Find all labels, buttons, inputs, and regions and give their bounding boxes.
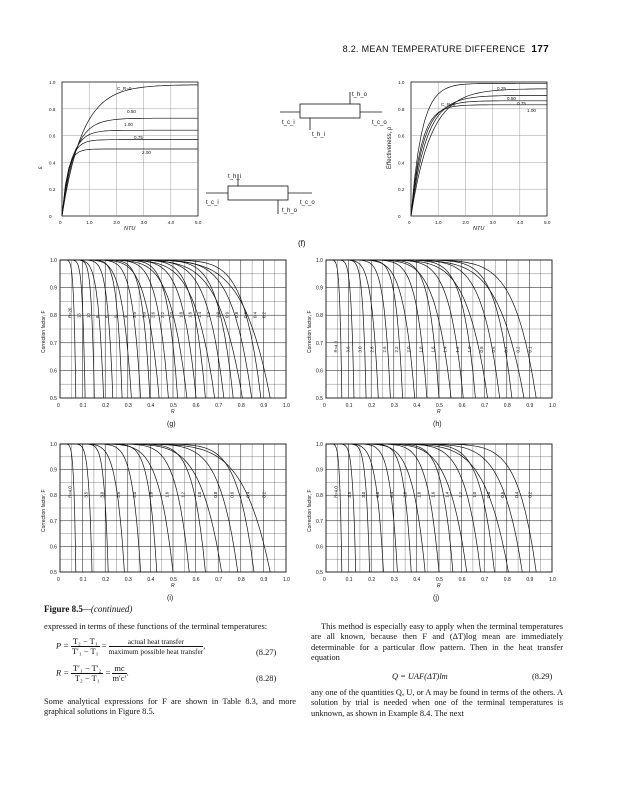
curve-label: 3.5	[132, 312, 138, 318]
y-axis-label: Correction factor, F	[307, 489, 313, 532]
y-tick-label: 0.8	[316, 313, 323, 320]
curve-label: 1.6	[187, 312, 193, 318]
x-tick-label: 0.2	[368, 403, 376, 409]
schematic-label: t_c_i	[282, 120, 295, 126]
right-para-1: This method is especially easy to apply when the terminal temperatures are all known, because then F and (ΔT)log mean are immediately determinable for a particular flow pattern. Then in the heat transfer equation	[311, 622, 563, 663]
chart-label: (h)	[433, 421, 442, 428]
curve-label: 1.0	[215, 312, 221, 318]
x-tick-label: 0.1	[345, 403, 353, 409]
eq28-number: (8.28)	[256, 674, 277, 683]
eq27-d1: T′₁ − T₁	[71, 647, 99, 656]
x-tick-label: 5.0	[195, 220, 202, 225]
eq29-number: (8.29)	[532, 672, 553, 681]
y-tick-label: 0.7	[50, 518, 57, 525]
effectiveness-curve	[411, 95, 547, 216]
effectiveness-curve	[411, 101, 547, 216]
x-tick-label: 2.0	[462, 220, 469, 225]
y-tick-label: 1.0	[50, 442, 57, 448]
curve-label: R=20	[67, 307, 73, 318]
curve-label: 0.4	[252, 312, 258, 318]
curve-label: 0.8	[486, 491, 491, 498]
schematic-label: t_h_o	[352, 92, 368, 98]
curve-label: 1.4	[442, 346, 448, 353]
x-tick-label: 1.0	[283, 403, 290, 409]
effectiveness-curve	[62, 140, 198, 216]
eq28-tail: .	[126, 668, 129, 678]
y-tick-label: 0.6	[50, 544, 57, 551]
curve-label: 0.8	[233, 312, 239, 318]
x-tick-label: 0.3	[390, 403, 398, 409]
x-tick-label: 1.0	[86, 220, 93, 225]
y-tick-label: 0.7	[50, 340, 57, 347]
curve-label: 2.6	[381, 346, 387, 353]
x-tick-label: 4.0	[167, 220, 175, 225]
x-tick-label: 0.8	[503, 577, 511, 583]
section-title: 8.2. MEAN TEMPERATURE DIFFERENCE	[342, 44, 526, 54]
curve-label: R=4.0	[333, 486, 339, 498]
eq27-n1: T₂ − T₁	[72, 637, 98, 646]
x-tick-label: 0.7	[481, 403, 489, 409]
curve-label: 1.4	[196, 312, 202, 318]
x-tick-label: 0.2	[368, 577, 376, 583]
y-tick-label: 0.9	[50, 285, 57, 292]
y-tick-label: 0.5	[316, 396, 323, 402]
curve-label: 1.0	[196, 491, 202, 498]
curve-label: 2.0	[402, 491, 408, 498]
curve-label: 2.00	[142, 150, 151, 155]
y-tick-label: 0.6	[316, 368, 323, 375]
curve-label: 0.4	[245, 491, 251, 498]
x-tick-label: 0.5	[436, 577, 443, 583]
curve-label: 1.00	[527, 108, 536, 113]
x-tick-label: 0.3	[124, 577, 132, 583]
curve-label: C_R=0	[441, 102, 456, 107]
curve-label: 4	[122, 315, 128, 318]
y-tick-label: 1.0	[50, 258, 57, 264]
x-tick-label: 5.0	[544, 220, 551, 225]
curve-label: 3.5	[83, 491, 89, 498]
x-tick-label: 0.8	[237, 403, 245, 409]
curve-label: 1.4	[444, 491, 450, 498]
x-tick-label: 0.1	[79, 577, 87, 583]
x-tick-label: 0.6	[192, 577, 200, 583]
curve-label: 0.6	[229, 491, 235, 498]
y-tick-label: 0.6	[50, 368, 57, 375]
curve-label: 0.50	[127, 109, 136, 114]
x-axis-label: R	[171, 583, 175, 589]
curve-label: 0.6	[491, 346, 497, 353]
schematic-label: t_c_o	[300, 200, 315, 206]
x-tick-label: 0.6	[458, 577, 466, 583]
curve-label: 2.0	[406, 346, 412, 353]
curve-label: C_R=0	[117, 86, 132, 91]
y-tick-label: 0.8	[50, 493, 57, 500]
x-tick-label: 0	[323, 403, 326, 409]
y-tick-label: 0.7	[316, 518, 323, 525]
x-axis-label: NTU	[473, 226, 485, 232]
x-tick-label: 0.9	[526, 403, 534, 409]
y-tick-label: 0.6	[316, 544, 323, 551]
left-outro: Some analytical expressions for F are shown in Table 8.3, and more graphical solutions in Figure 8.5.	[44, 697, 296, 717]
x-tick-label: 0.3	[390, 577, 398, 583]
y-tick-label: 0.8	[398, 106, 405, 112]
x-tick-label: 0.9	[526, 577, 534, 583]
y-tick-label: 0.5	[50, 396, 57, 402]
x-axis-label: R	[437, 409, 441, 415]
curve-label: 1.6	[164, 491, 170, 498]
curve-label: 1.2	[454, 346, 460, 353]
x-tick-label: 0.9	[260, 403, 268, 409]
curve-label: 3.0	[361, 491, 367, 498]
y-tick-label: 0.6	[49, 133, 56, 139]
y-tick-label: 0.2	[49, 187, 56, 193]
x-tick-label: 0.2	[102, 577, 110, 583]
curve-label: 1.8	[418, 346, 424, 353]
curve-label: 0.9	[224, 312, 230, 318]
y-axis-label: Effectiveness, ρ	[387, 126, 393, 169]
equation-8-29: Q = UAF(ΔT)lm	[392, 672, 448, 681]
chart-label: (g)	[167, 421, 176, 428]
curve-label: 1.6	[430, 491, 436, 498]
curve-label: 0.2	[515, 346, 521, 353]
x-tick-label: 0.8	[503, 403, 511, 409]
curve-label: 1.0	[466, 346, 472, 353]
curve-label: 0.2	[261, 312, 267, 318]
curve-label: 0.6	[499, 491, 505, 498]
curve-label: 3.0	[357, 346, 363, 353]
figure-caption	[44, 604, 132, 614]
curve-label: 0.1	[527, 346, 533, 353]
curve-label: 10	[85, 313, 91, 318]
curve-label: 0.25	[497, 86, 506, 91]
curve-label: 1.8	[178, 312, 184, 318]
curve-label: 8	[95, 315, 101, 318]
y-axis-label: ε	[38, 166, 44, 169]
x-tick-label: 0	[59, 220, 62, 225]
effectiveness-plot-left	[38, 80, 202, 232]
curve-label: 0.75	[134, 135, 143, 140]
x-tick-label: 0.7	[481, 577, 489, 583]
y-tick-label: 0.9	[316, 285, 323, 292]
x-tick-label: 0	[57, 403, 60, 409]
y-tick-label: 1.0	[316, 442, 323, 448]
curve-label: 2.5	[115, 491, 121, 498]
eq27-number: (8.27)	[256, 648, 277, 657]
x-tick-label: 0.9	[260, 577, 268, 583]
eq28-eq: =	[105, 668, 111, 678]
caption-prefix: Figure 8.5	[44, 604, 83, 614]
x-tick-label: 1.0	[549, 577, 556, 583]
y-tick-label: 0.8	[49, 106, 56, 112]
x-tick-label: 0.4	[147, 403, 155, 409]
curve-label: 0.2	[527, 491, 533, 498]
curve-label: 2.6	[150, 312, 156, 318]
curve-label: 1.6	[430, 346, 436, 353]
chart-h	[296, 256, 558, 428]
y-tick-label: 0.6	[398, 133, 405, 139]
curve-label: 0.4	[513, 491, 519, 498]
x-tick-label: 0.7	[215, 577, 223, 583]
x-tick-label: 1.0	[549, 403, 556, 409]
x-tick-label: 0.5	[170, 403, 177, 409]
curve-label: 6	[104, 315, 110, 318]
chart-i	[30, 440, 292, 602]
chart-label: (j)	[433, 595, 440, 602]
schematic-label: t_c_i	[206, 200, 219, 206]
x-tick-label: 0.3	[124, 403, 132, 409]
curve-label: 1.00	[124, 122, 133, 127]
y-tick-label: 1.0	[398, 80, 405, 85]
x-tick-label: 1.0	[283, 577, 290, 583]
figure-f	[0, 0, 619, 260]
effectiveness-plot-right	[387, 80, 551, 232]
eq28-d2: m′c′	[112, 674, 127, 683]
x-tick-label: 0.1	[345, 577, 353, 583]
schematic-label: t_h_i	[312, 132, 326, 138]
x-tick-label: 0.4	[413, 403, 421, 409]
y-axis-label: Correction factor, F	[41, 489, 47, 532]
x-tick-label: 0.1	[79, 403, 87, 409]
x-tick-label: 0.2	[102, 403, 110, 409]
x-tick-label: 1.0	[435, 220, 442, 225]
eq28-lhs: R =	[56, 668, 69, 678]
curve-label: 1.2	[206, 312, 212, 318]
eq27-tail: ,	[203, 641, 206, 651]
curve-label: 2.2	[159, 312, 165, 318]
x-tick-label: 0.5	[170, 577, 177, 583]
left-intro: expressed in terms of these functions of the terminal temperatures:	[44, 622, 268, 631]
schematic-label: t_h_i	[228, 174, 242, 180]
curve-label: 5	[113, 315, 119, 318]
x-tick-label: 0.4	[147, 577, 155, 583]
curve-label: 0.75	[517, 101, 526, 106]
schematic-label: t_c_o	[372, 120, 387, 126]
x-axis-label: NTU	[124, 226, 136, 232]
chart-j	[296, 440, 558, 602]
curve-label: 2.0	[132, 491, 138, 498]
x-axis-label: R	[171, 409, 175, 415]
effectiveness-curve	[411, 105, 547, 216]
x-tick-label: 0.6	[458, 403, 466, 409]
curve-label: 0.2	[261, 491, 267, 498]
x-tick-label: 0.5	[436, 403, 443, 409]
x-tick-label: 0	[408, 220, 411, 225]
x-tick-label: 0.8	[237, 577, 245, 583]
y-tick-label: 0.4	[398, 160, 405, 166]
x-tick-label: 3.0	[140, 220, 147, 225]
x-tick-label: 0	[57, 577, 60, 583]
x-tick-label: 0.7	[215, 403, 223, 409]
y-tick-label: 1.0	[49, 80, 56, 85]
curve-label: 3.0	[99, 491, 105, 498]
x-tick-label: 0	[323, 577, 326, 583]
curve-label: 1.8	[148, 491, 154, 498]
curve-label: 15	[76, 313, 82, 318]
eq28-d1: T₂ − T₁	[74, 674, 100, 683]
eq28-n2: mc	[114, 664, 125, 673]
curve-label: 1.2	[458, 491, 464, 498]
y-tick-label: 0.5	[316, 570, 323, 576]
y-tick-label: 0.7	[316, 340, 323, 347]
chart-label: (i)	[167, 595, 174, 602]
x-tick-label: 4.0	[516, 220, 524, 225]
eq28-n1: T′₁ − T′₂	[72, 664, 102, 673]
chart-g	[30, 256, 292, 428]
schematic-label: t_h_o	[282, 208, 298, 214]
right-para-2: any one of the quantities Q, U, or A may be found in terms of the others. A solution by trial is needed when one of the terminal temperatures is unknown, as shown in Example 8.4. The next	[311, 688, 563, 718]
effectiveness-curve	[62, 130, 198, 216]
curve-label: 0.8	[213, 491, 219, 498]
plot-frame	[411, 82, 547, 216]
eq27-d2: maximum possible heat transfer	[108, 647, 204, 656]
curve-label: R=4.0	[333, 340, 339, 353]
curve-label: 2.8	[369, 346, 375, 353]
equation-8-27	[56, 637, 205, 656]
y-tick-label: 0.9	[316, 467, 323, 474]
curve-label: 0.4	[503, 346, 509, 353]
y-tick-label: 0	[398, 214, 401, 219]
x-tick-label: 2.0	[113, 220, 120, 225]
x-axis-label: R	[437, 583, 441, 589]
curve-label: 2.0	[169, 312, 175, 318]
curve-label: 2.8	[374, 491, 380, 498]
eq27-eq: =	[101, 641, 107, 651]
y-tick-label: 0.8	[316, 493, 323, 500]
caption-suffix: —(continued)	[82, 604, 133, 614]
y-tick-label: 0.8	[50, 313, 57, 320]
x-tick-label: 3.0	[489, 220, 496, 225]
curve-label: 1.2	[180, 491, 186, 498]
y-tick-label: 1.0	[316, 258, 323, 264]
x-tick-label: 0.6	[192, 403, 200, 409]
equation-8-28	[56, 664, 129, 683]
curve-label: 3.6	[345, 346, 351, 353]
curve-label: R=4.0	[67, 486, 73, 498]
eq27-lhs: P =	[56, 641, 69, 651]
figure-f-label: (f)	[298, 239, 306, 248]
x-tick-label: 0.4	[413, 577, 421, 583]
curve-label: 0.6	[243, 312, 249, 318]
y-tick-label: 0.9	[50, 467, 57, 474]
y-axis-label: Correction factor, F	[41, 310, 47, 353]
curve-label: 0.50	[507, 96, 516, 101]
curve-label: 3.0	[141, 312, 147, 318]
y-tick-label: 0	[49, 214, 52, 219]
curve-label: 1.8	[416, 491, 422, 498]
y-axis-label: Correction factor, F	[307, 310, 313, 353]
y-tick-label: 0.2	[398, 187, 405, 193]
effectiveness-curve	[411, 83, 547, 216]
curve-label: 1.0	[472, 491, 478, 498]
y-tick-label: 0.4	[49, 160, 56, 166]
curve-label: 2.2	[394, 346, 399, 353]
curve-label: 3.5	[347, 491, 353, 498]
eq27-n2: actual heat transfer	[109, 637, 204, 647]
y-tick-label: 0.5	[50, 570, 57, 576]
page-number: 177	[531, 44, 549, 55]
curve-label: 2.4	[388, 491, 394, 498]
curve-label: 0.8	[479, 346, 485, 353]
effectiveness-curve	[62, 149, 198, 216]
